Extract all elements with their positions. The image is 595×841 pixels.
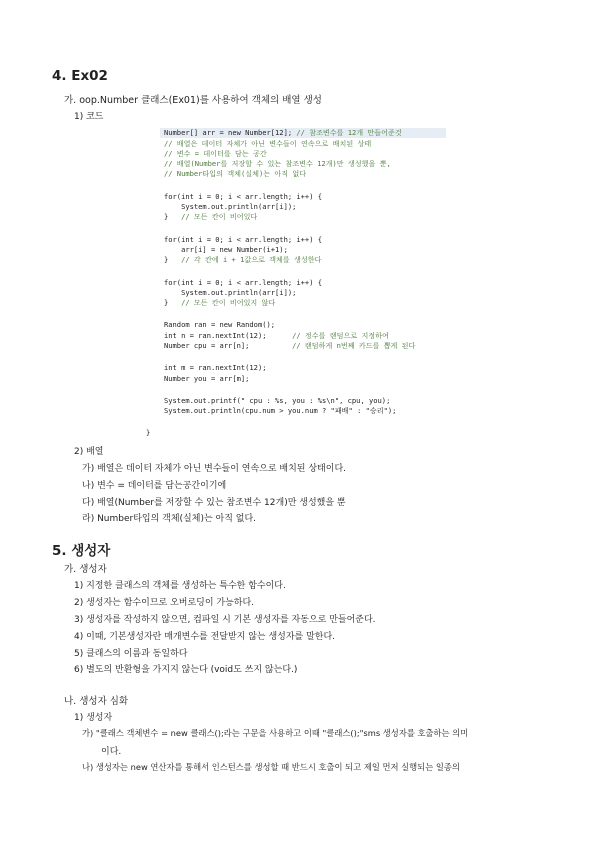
code-line: // 변수 = 데이터를 담는 공간	[164, 149, 267, 158]
code-line: arr[i] = new Number(i+1);	[164, 245, 288, 254]
section-4-item-array: 2) 배열	[74, 447, 104, 457]
code-line: int m = ran.nextInt(12);	[164, 363, 267, 372]
deep-point: 나) 생성자는 new 연산자를 통해서 인스턴스를 생성할 때 반드시 호출이 되고 제일 먼저 실행되는 일종의	[82, 762, 460, 772]
section-5-item-na: 나. 생성자 심화	[64, 696, 129, 707]
deep-point-continuation: 이다.	[101, 747, 122, 757]
code-line: Number[] arr = new Number[12]; // 참조변수를 12개 만들어준것	[160, 128, 446, 138]
code-line: // 배열은 데이터 자체가 아닌 변수들이 연속으로 배치된 상태	[164, 139, 372, 148]
constructor-point: 2) 생성자는 함수이므로 오버로딩이 가능하다.	[74, 598, 255, 608]
code-line: int n = ran.nextInt(12); // 정수를 랜덤으로 지정하여	[164, 331, 389, 340]
code-closing-brace: }	[146, 428, 151, 437]
code-line: Number you = arr[m];	[164, 374, 250, 383]
array-point: 나) 변수 = 데이터를 담는공간이기에	[82, 481, 227, 491]
constructor-point: 6) 별도의 반환형을 가지지 않는다 (void도 쓰지 않는다.)	[74, 665, 298, 675]
section-5-heading: 5. 생성자	[52, 543, 111, 559]
section-5-item-constructor: 1) 생성자	[74, 713, 113, 723]
array-point: 라) Number타입의 객체(실체)는 아직 없다.	[82, 514, 257, 524]
code-line: System.out.println(cpu.num > you.num ? "패배" : "승리");	[164, 406, 397, 415]
constructor-point: 5) 클래스의 이름과 동일하다	[74, 649, 188, 659]
array-point: 다) 배열(Number를 저장할 수 있는 참조변수 12개)만 생성했을 뿐	[82, 498, 346, 508]
code-line: System.out.println(arr[i]);	[164, 288, 297, 297]
code-line: for(int i = 0; i < arr.length; i++) {	[164, 235, 323, 244]
code-line: // Number타입의 객체(실체)는 아직 없다	[164, 169, 307, 178]
constructor-point: 1) 지정한 클래스의 객체를 생성하는 특수한 함수이다.	[74, 581, 286, 591]
code-line: } // 각 칸에 i + 1값으로 객체를 생성한다	[164, 255, 322, 264]
code-block	[124, 128, 446, 426]
section-4-item-ga: 가. oop.Number 클래스(Ex01)를 사용하여 객체의 배열 생성	[64, 95, 322, 106]
code-line: for(int i = 0; i < arr.length; i++) {	[164, 278, 323, 287]
constructor-point: 3) 생성자를 작성하지 않으면, 컴파일 시 기본 생성자를 자동으로 만들어준다.	[74, 615, 376, 625]
code-line: Random ran = new Random();	[164, 320, 276, 329]
section-4-heading: 4. Ex02	[52, 68, 108, 84]
section-4-item-code: 1) 코드	[74, 112, 104, 122]
code-line: System.out.printf(" cpu : %s, you : %s\n", cpu, you);	[164, 396, 391, 405]
constructor-point: 4) 이때, 기본생성자란 매개변수를 전달받지 않는 생성자를 말한다.	[74, 632, 336, 642]
code-line: Number cpu = arr[n]; // 랜덤하게 n번째 카드를 뽑게 된다	[164, 341, 416, 350]
deep-point: 가) "클래스 객체변수 = new 클래스();라는 구문을 사용하고 이때 "클래스();"sms 생성자를 호출하는 의미	[82, 728, 469, 738]
code-line: System.out.println(arr[i]);	[164, 202, 297, 211]
code-line: } // 모든 칸이 비어있지 않다	[164, 298, 276, 307]
array-point: 가) 배열은 데이터 자체가 아닌 변수들이 연속으로 배치된 상태이다.	[82, 464, 346, 474]
code-line: } // 모든 칸이 비어있다	[164, 212, 258, 221]
code-line: // 배열(Number를 저장할 수 있는 참조변수 12개)만 생성했을 뿐,	[164, 159, 391, 168]
section-5-item-ga: 가. 생성자	[64, 564, 107, 575]
code-line: for(int i = 0; i < arr.length; i++) {	[164, 192, 323, 201]
